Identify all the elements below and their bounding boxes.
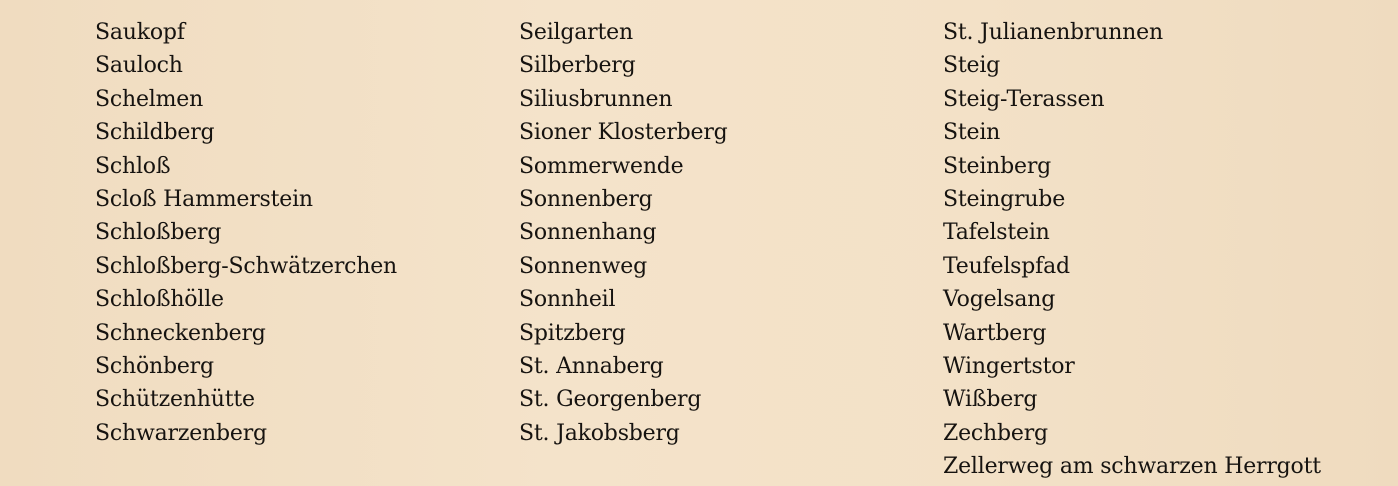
vineyard-name-entry: Steingrube [943, 186, 1066, 212]
vineyard-name-entry: St. Julianenbrunnen [943, 20, 1163, 45]
vineyard-name-entry: Schönberg [95, 353, 214, 379]
vineyard-name-entry: Schelmen [95, 86, 204, 112]
vineyard-name-entry: Spitzberg [519, 320, 626, 346]
vineyard-name-entry: Siliusbrunnen [519, 86, 673, 112]
vineyard-name-entry: Schloßberg [95, 220, 222, 246]
vineyard-name-entry: Scloß Hammerstein [95, 186, 313, 212]
vineyard-name-entry: St. Georgenberg [519, 387, 702, 413]
vineyard-name-entry: Sauloch [95, 53, 183, 79]
vineyard-name-entry: Zellerweg am schwarzen Herrgott [943, 454, 1321, 480]
vineyard-name-entry: Vogelsang [943, 287, 1056, 313]
vineyard-name-entry: Silberberg [519, 53, 636, 79]
vineyard-name-entry: Schützenhütte [95, 387, 255, 413]
vineyard-name-entry: Saukopf [95, 20, 185, 45]
name-column-3 [943, 16, 1321, 483]
vineyard-name-entry: Stein [943, 120, 1001, 146]
vineyard-name-entry: Wingertstor [943, 353, 1075, 379]
vineyard-name-entry: Wißberg [943, 387, 1038, 413]
vineyard-name-entry: Steig-Terassen [943, 86, 1105, 112]
vineyard-name-entry: Sioner Klosterberg [519, 120, 728, 146]
name-column-2 [519, 16, 728, 450]
vineyard-name-entry: Sommerwende [519, 153, 684, 179]
vineyard-name-entry: Schwarzenberg [95, 420, 267, 446]
vineyard-name-entry: Tafelstein [943, 220, 1050, 246]
vineyard-name-entry: Zechberg [943, 420, 1048, 446]
vineyard-name-entry: St. Annaberg [519, 353, 664, 379]
vineyard-name-entry: Schildberg [95, 120, 215, 146]
vineyard-name-entry: Sonnenhang [519, 220, 657, 246]
vineyard-name-entry: Schloßberg-Schwätzerchen [95, 253, 398, 279]
vineyard-name-entry: Schneckenberg [95, 320, 266, 346]
name-column-1 [95, 16, 397, 450]
vineyard-name-entry: Wartberg [943, 320, 1047, 346]
vineyard-name-entry: Steinberg [943, 153, 1052, 179]
vineyard-name-entry: Teufelspfad [943, 253, 1070, 279]
vineyard-name-entry: Steig [943, 53, 1001, 79]
vineyard-name-entry: Sonnenweg [519, 253, 647, 279]
vineyard-name-entry: Schloß [95, 153, 171, 179]
vineyard-name-entry: Seilgarten [519, 20, 633, 45]
vineyard-name-entry: Schloßhölle [95, 287, 224, 313]
vineyard-name-entry: Sonnheil [519, 287, 616, 313]
vineyard-name-entry: St. Jakobsberg [519, 420, 680, 446]
vineyard-name-entry: Sonnenberg [519, 186, 653, 212]
